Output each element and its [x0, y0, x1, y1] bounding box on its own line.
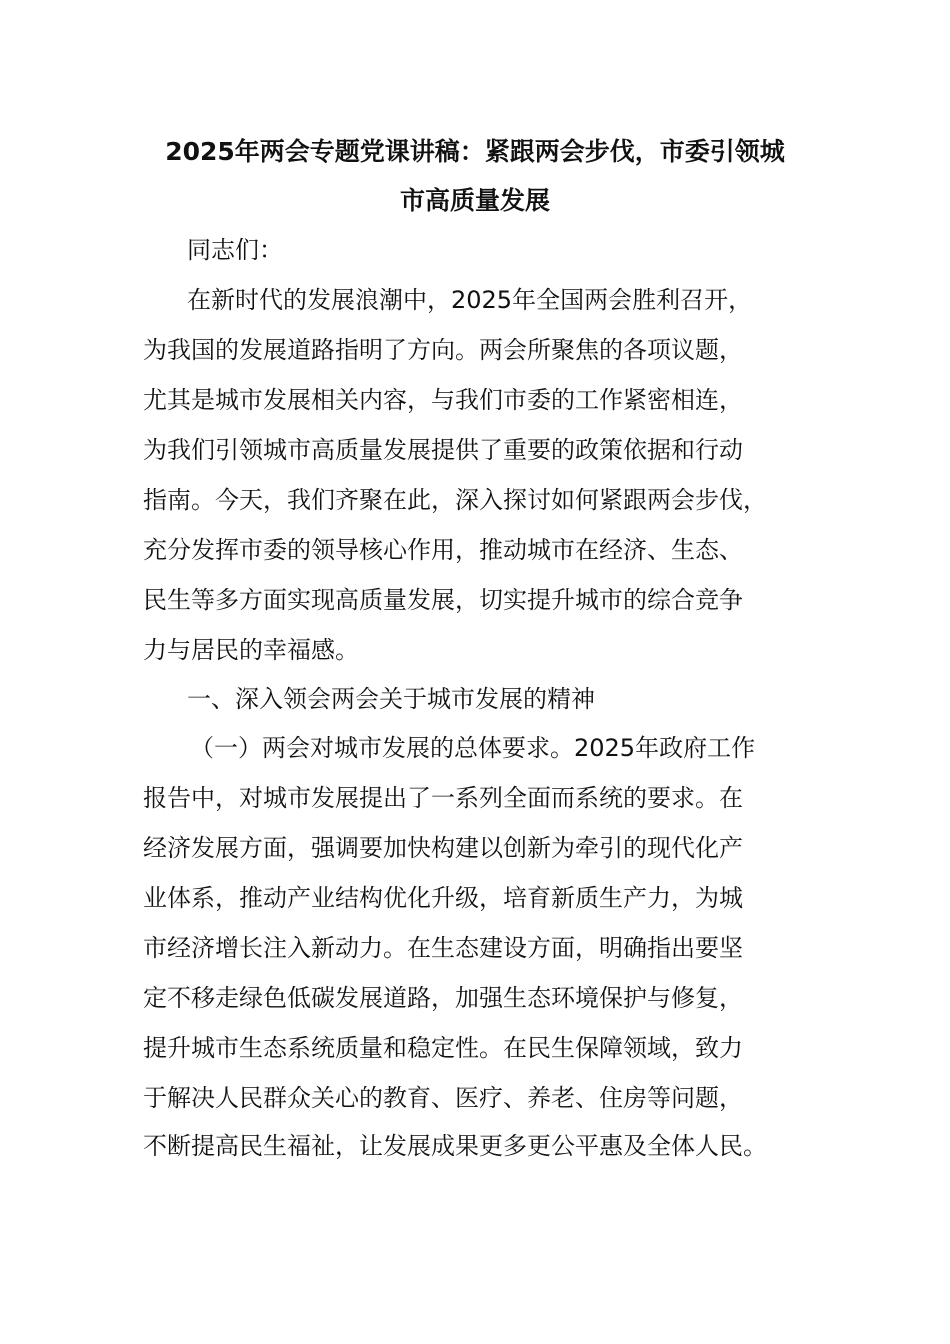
- paragraph-line: 于解决人民群众关心的教育、医疗、养老、住房等问题，: [143, 1084, 743, 1112]
- paragraph-line: 民生等多方面实现高质量发展，切实提升城市的综合竞争: [143, 586, 743, 614]
- paragraph-line: 业体系，推动产业结构优化升级，培育新质生产力，为城: [143, 884, 743, 912]
- paragraph-line: 力与居民的幸福感。: [143, 636, 359, 664]
- salutation: 同志们：: [187, 236, 283, 264]
- section-heading: 一、深入领会两会关于城市发展的精神: [187, 685, 595, 713]
- paragraph-line: 尤其是城市发展相关内容，与我们市委的工作紧密相连，: [143, 386, 743, 414]
- paragraph-line: 指南。今天，我们齐聚在此，深入探讨如何紧跟两会步伐，: [143, 486, 767, 514]
- document-title-line-1: 2025年两会专题党课讲稿：紧跟两会步伐，市委引领城: [165, 137, 785, 166]
- paragraph-line: 为我们引领城市高质量发展提供了重要的政策依据和行动: [143, 436, 743, 464]
- document-title-line-2: 市高质量发展: [399, 186, 550, 215]
- paragraph-line: 定不移走绿色低碳发展道路，加强生态环境保护与修复，: [143, 984, 743, 1012]
- paragraph-line: 经济发展方面，强调要加快构建以创新为牵引的现代化产: [143, 834, 743, 862]
- paragraph-line: 不断提高民生福祉，让发展成果更多更公平惠及全体人民。: [143, 1132, 767, 1160]
- paragraph-line: 提升城市生态系统质量和稳定性。在民生保障领域，致力: [143, 1034, 743, 1062]
- paragraph-line: （一）两会对城市发展的总体要求。2025年政府工作: [190, 734, 756, 762]
- paragraph-line: 报告中，对城市发展提出了一系列全面而系统的要求。在: [143, 784, 743, 812]
- paragraph-line: 在新时代的发展浪潮中，2025年全国两会胜利召开，: [187, 286, 753, 314]
- paragraph-line: 充分发挥市委的领导核心作用，推动城市在经济、生态、: [143, 536, 743, 564]
- paragraph-line: 市经济增长注入新动力。在生态建设方面，明确指出要坚: [143, 934, 743, 962]
- paragraph-line: 为我国的发展道路指明了方向。两会所聚焦的各项议题，: [143, 336, 743, 364]
